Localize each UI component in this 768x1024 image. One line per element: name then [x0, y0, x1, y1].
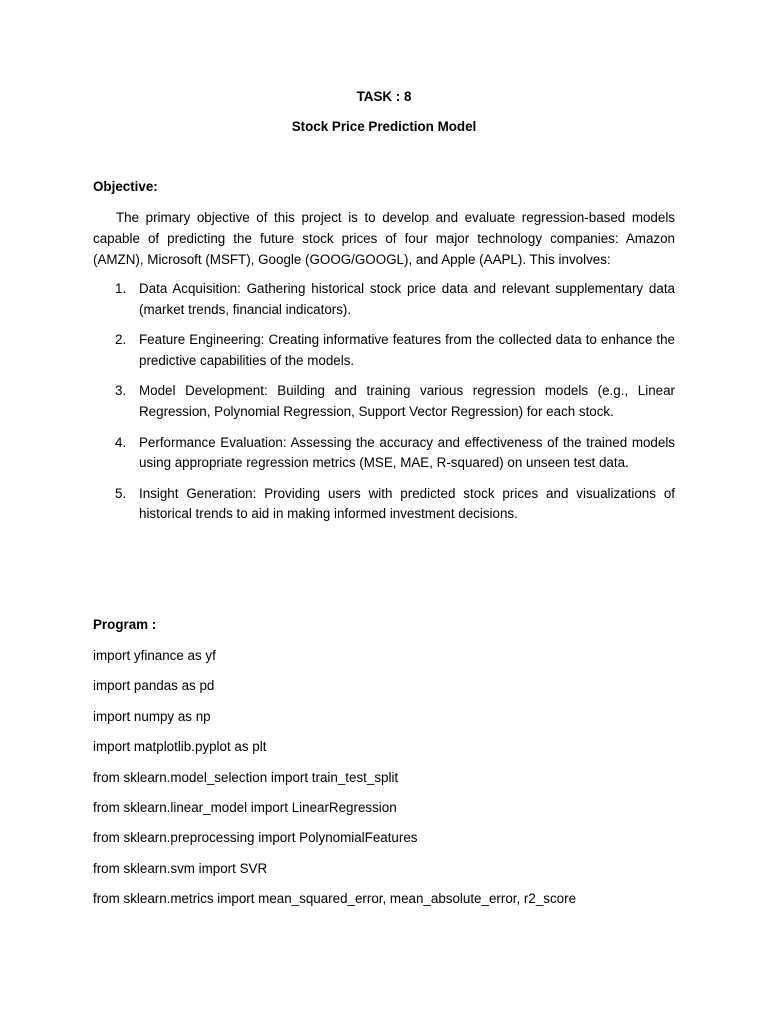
list-item — [93, 433, 675, 474]
code-line: import pandas as pd — [93, 678, 215, 694]
program-heading: Program : — [93, 617, 157, 632]
list-item-text: Model Development: Building and training various regression models (e.g., Linear Regression, Polynomial Regression, Support Vector Regression) for each stock. — [139, 383, 675, 419]
code-line: from sklearn.model_selection import train_test_split — [93, 769, 399, 785]
list-item-number: 5. — [115, 485, 127, 501]
objective-list — [93, 279, 675, 535]
task-number: TASK : 8 — [356, 89, 412, 104]
code-line: import numpy as np — [93, 708, 211, 724]
list-item-text: Performance Evaluation: Assessing the accuracy and effectiveness of the trained models using appropriate regression metrics (MSE, MAE, R-squared) on unseen test data. — [139, 434, 675, 471]
program-code — [93, 646, 675, 920]
list-item-number: 2. — [115, 332, 127, 348]
code-line: import yfinance as yf — [93, 648, 216, 663]
code-line: import matplotlib.pyplot as plt — [93, 739, 267, 755]
list-item — [93, 381, 675, 422]
list-item — [93, 330, 675, 371]
document-title: Stock Price Prediction Model — [291, 119, 477, 134]
list-item-number: 4. — [115, 434, 127, 450]
list-item-text: Data Acquisition: Gathering historical stock price data and relevant supplementary data (market trends, financial indicators). — [139, 281, 675, 317]
list-item-number: 1. — [115, 281, 127, 296]
code-line: from sklearn.linear_model import LinearRegression — [93, 799, 397, 815]
code-line: from sklearn.svm import SVR — [93, 860, 268, 876]
code-line: from sklearn.preprocessing import PolynomialFeatures — [93, 830, 418, 846]
code-line: from sklearn.metrics import mean_squared_error, mean_absolute_error, r2_score — [93, 891, 577, 907]
objective-heading: Objective: — [93, 179, 158, 194]
list-item-text: Feature Engineering: Creating informative features from the collected data to enhance the predictive capabilities of the models. — [139, 332, 675, 368]
list-item — [93, 279, 675, 320]
list-item-number: 3. — [115, 383, 127, 399]
list-item-text: Insight Generation: Providing users with predicted stock prices and visualizations of historical trends to aid in making informed investment decisions. — [139, 485, 675, 522]
objective-intro: The primary objective of this project is to develop and evaluate regression-based models capable of predicting the future stock prices of four major technology companies: Amazon (AMZN), Microsoft (MSFT), Google (GOOG/GOOGL), and Apple (AAPL). This involves: — [93, 210, 675, 267]
list-item — [93, 484, 675, 525]
